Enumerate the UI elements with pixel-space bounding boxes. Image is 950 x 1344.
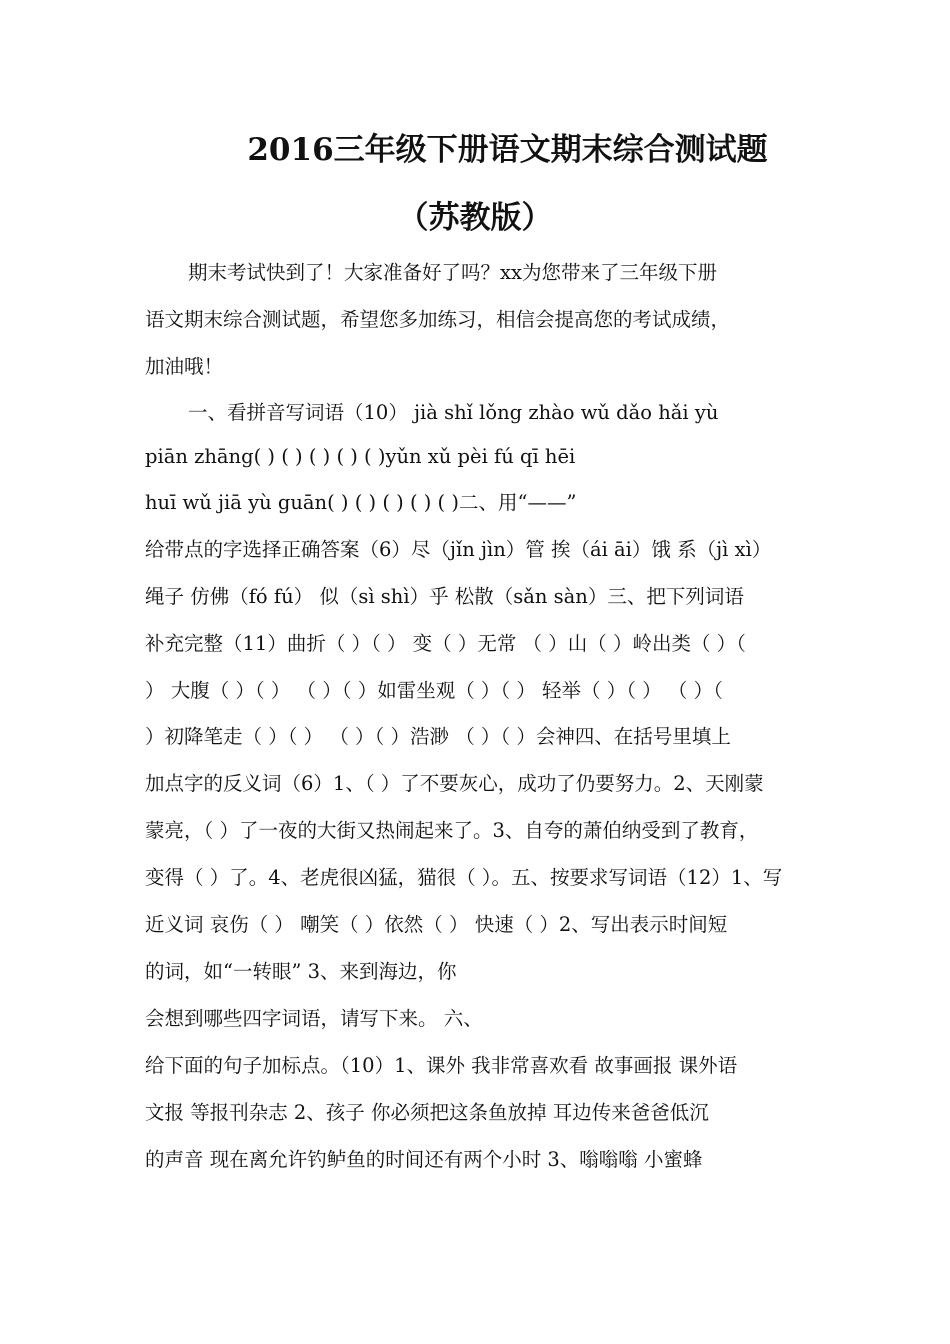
- body-line: 蒙亮，（ ）了一夜的大街又热闹起来了。3、自夸的萧伯纳受到了教育，: [145, 819, 759, 842]
- body-line: piān zhāng( ) ( ) ( ) ( ) ( )yǔn xǔ pèi fú qī hēi: [145, 445, 576, 468]
- body-line: ） 大腹（ ）（ ） （ ）（ ）如雷坐观（ ）（ ） 轻举（ ）（ ） （ ）（: [145, 679, 723, 702]
- body-line: huī wǔ jiā yù guān( ) ( ) ( ) ( ) ( )二、用“——”: [145, 491, 577, 514]
- body-line: 语文期末综合测试题，希望您多加练习，相信会提高您的考试成绩，: [145, 308, 731, 331]
- body-line: 绳子 仿佛（fó fú） 似（sì shì）乎 松散（sǎn sàn）三、把下列词语: [145, 585, 744, 608]
- body-line: 补充完整（11）曲折（ ）（ ） 变（ ）无常 （ ）山（ ）岭出类（ ）（: [145, 632, 746, 655]
- body-line: 期末考试快到了！大家准备好了吗？xx为您带来了三年级下册: [188, 261, 717, 284]
- body-line: 给带点的字选择正确答案（6）尽（jǐn jìn）管 挨（ái āi）饿 系（jì xì）: [145, 538, 772, 561]
- body-line: 加油哦！: [145, 355, 224, 378]
- body-line: 近义词 哀伤（ ） 嘲笑（ ）依然（ ） 快速（ ）2、写出表示时间短: [145, 913, 728, 936]
- body-line: 给下面的句子加标点。（10）1、课外 我非常喜欢看 故事画报 课外语: [145, 1054, 738, 1077]
- body-line: 的声音 现在离允许钓鲈鱼的时间还有两个小时 3、嗡嗡嗡 小蜜蜂: [145, 1148, 703, 1171]
- body-line: 一、看拼音写词语（10） jià shǐ lǒng zhào wǔ dǎo hǎi yù: [188, 401, 719, 424]
- document-subtitle: （苏教版）: [397, 200, 553, 236]
- body-line: 变得（ ）了。4、老虎很凶猛，猫很（ ）。五、按要求写词语（12）1、写: [145, 866, 783, 889]
- body-line: ）初降笔走（ ）（ ） （ ）（ ）浩渺 （ ）（ ）会神四、在括号里填上: [145, 725, 731, 748]
- document-title: 2016三年级下册语文期末综合测试题: [247, 132, 768, 168]
- body-line: 会想到哪些四字词语，请写下来。 六、: [145, 1007, 483, 1030]
- body-line: 加点字的反义词（6）1、（ ）了不要灰心，成功了仍要努力。2、天刚蒙: [145, 772, 764, 795]
- body-line: 的词，如“一转眼” 3、来到海边，你: [145, 960, 457, 983]
- body-line: 文报 等报刊杂志 2、孩子 你必须把这条鱼放掉 耳边传来爸爸低沉: [145, 1101, 709, 1124]
